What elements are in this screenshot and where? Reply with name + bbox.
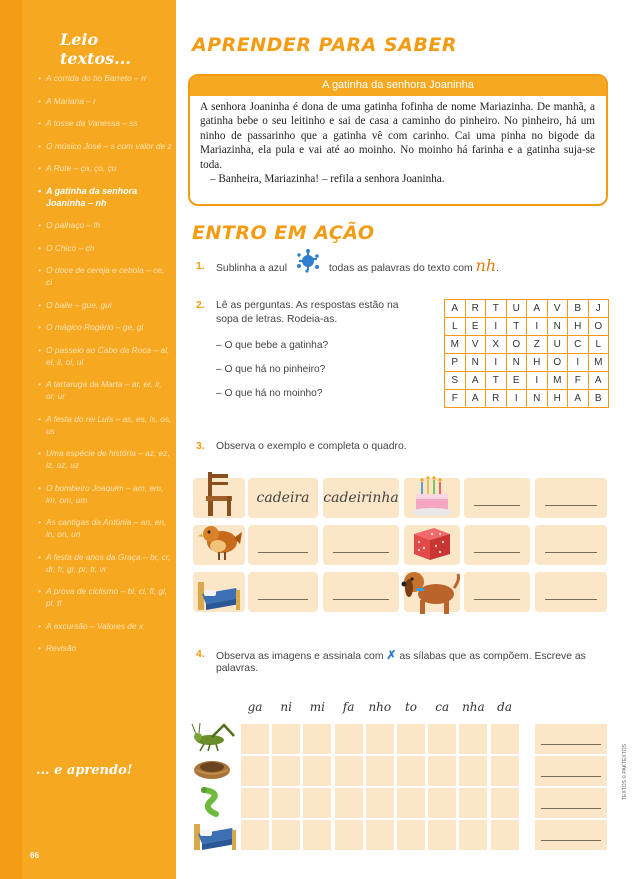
sidebar-item: • A festa de anos da Graça – br, cr, dr, fr, gr, pr, tr, vr [38, 551, 172, 575]
sidebar [0, 0, 176, 879]
sidebar-footer: ... e aprendo! [36, 763, 133, 778]
sidebar-item: • A tosse da Vanessa – ss [38, 117, 172, 129]
syllable-check-cell[interactable] [335, 788, 363, 818]
answer-cell[interactable] [248, 572, 318, 612]
syllable-label: fa [342, 700, 355, 714]
answer-cell[interactable] [535, 820, 607, 850]
word-search-cell[interactable]: C [568, 336, 589, 354]
question-number: 3. [196, 441, 205, 452]
bird-icon [198, 518, 242, 562]
syllable-check-cell[interactable] [397, 788, 425, 818]
sidebar-list [38, 72, 172, 665]
word-search-cell[interactable]: A [465, 372, 486, 390]
word-search-cell[interactable]: R [486, 390, 507, 408]
section-heading-entro: ENTRO EM AÇÃO [192, 222, 375, 244]
question-text: Observa as imagens e assinala com [216, 651, 384, 662]
sidebar-item: • A festa do rei Luís – as, es, is, os, us [38, 413, 172, 437]
story-title: A gatinha da senhora Joaninha [190, 76, 606, 96]
word-search-row [445, 390, 609, 408]
question-number: 1. [196, 261, 205, 272]
sidebar-item: • O Chico – ch [38, 242, 172, 254]
grasshopper-icon [190, 722, 236, 752]
word-search-cell[interactable]: I [527, 318, 548, 336]
question-text: Observa o exemplo e completa o quadro. [216, 441, 407, 452]
copyright-text: TEXTOS © PAKTEXTOS [622, 744, 628, 800]
syllable-check-cell[interactable] [459, 788, 487, 818]
answer-cell[interactable] [323, 572, 399, 612]
word-search-cell[interactable]: E [465, 318, 486, 336]
word-search-cell[interactable]: O [506, 336, 527, 354]
sidebar-item: • O mágico Rogério – ge, gi [38, 321, 172, 333]
word-search-cell[interactable]: P [445, 354, 466, 372]
sidebar-stripe [0, 0, 22, 879]
word-search-cell[interactable]: B [588, 390, 609, 408]
word-search-row [445, 372, 609, 390]
word-search-cell[interactable]: F [445, 390, 466, 408]
word-search-cell[interactable]: N [506, 354, 527, 372]
answer-cell[interactable] [323, 525, 399, 565]
syllable-check-cell[interactable] [303, 820, 331, 850]
word-search-cell[interactable]: I [486, 354, 507, 372]
syllable-check-cell[interactable] [366, 788, 394, 818]
syllable-check-cell[interactable] [397, 820, 425, 850]
example-word: cadeira [256, 490, 310, 506]
nh-script: nh [475, 256, 497, 275]
sidebar-item: • Revisão [38, 642, 172, 654]
sidebar-item: • A Rute – ça, ço, çu [38, 162, 172, 174]
story-body [190, 96, 606, 186]
syllable-check-cell[interactable] [303, 724, 331, 754]
question-number: 4. [196, 649, 205, 660]
word-search-cell[interactable]: A [465, 390, 486, 408]
word-search-cell[interactable]: R [465, 300, 486, 318]
syllable-check-cell[interactable] [303, 756, 331, 786]
word-search-row [445, 354, 609, 372]
word-search-cell[interactable]: U [506, 300, 527, 318]
sidebar-item: • A gatinha da senhora Joaninha – nh [38, 185, 172, 209]
syllable-check-cell[interactable] [397, 724, 425, 754]
story-paragraph: A senhora Joaninha é dona de uma gatinha fofinha de nome Mariazinha. De manhã, a gatinha bebe o seu leitinho e sai de casa a caminho do pinheiro. No pinheiro, há um ninho de passarinho que a gatinha vê com carinho. Cai uma pinha no bigode da Mariazinha, ela pula e vai até ao moinho. No moinho há farinha e a gatinha suja-se toda. [200, 101, 595, 171]
answer-cell[interactable] [535, 572, 607, 612]
example-answer: cadeirinha [323, 490, 399, 506]
word-search-cell[interactable]: A [588, 372, 609, 390]
word-search-cell[interactable]: V [465, 336, 486, 354]
syllable-check-cell[interactable] [491, 820, 519, 850]
word-search-cell[interactable]: T [486, 300, 507, 318]
question-text-2: todas as palavras do texto com [328, 263, 473, 274]
section-heading-aprender: APRENDER PARA SABER [192, 34, 457, 56]
question-text-2: sopa de letras. Rodeia-as. [216, 314, 338, 325]
syllable-check-cell[interactable] [241, 724, 269, 754]
syllable-label: ca [435, 700, 450, 714]
subquestion-1: – O que bebe a gatinha? [216, 340, 329, 351]
sidebar-item: • A excursão – Valores de x [38, 620, 172, 632]
word-search-cell[interactable]: N [547, 318, 568, 336]
syllable-check-cell[interactable] [459, 820, 487, 850]
syllable-check-cell[interactable] [491, 724, 519, 754]
syllable-label: to [404, 700, 418, 714]
word-search-cell[interactable]: H [547, 390, 568, 408]
word-search-cell[interactable]: L [588, 336, 609, 354]
syllable-check-cell[interactable] [366, 820, 394, 850]
syllable-check-cell[interactable] [272, 788, 300, 818]
story-box [188, 74, 608, 206]
word-search-cell[interactable]: F [568, 372, 589, 390]
syllable-label: ni [280, 700, 292, 714]
answer-cell[interactable] [535, 724, 607, 754]
answer-cell[interactable] [535, 756, 607, 786]
blue-splash-icon [295, 248, 321, 274]
syllable-label: nha [462, 700, 485, 714]
syllable-check-cell[interactable] [303, 788, 331, 818]
word-search-cell[interactable]: A [445, 300, 466, 318]
answer-cell[interactable] [535, 525, 607, 565]
chair-icon [200, 470, 236, 518]
question-number: 2. [196, 300, 205, 311]
subquestion-3: – O que há no moinho? [216, 388, 323, 399]
sidebar-item: • A Mariana – r [38, 95, 172, 107]
table-cell [248, 478, 318, 518]
sidebar-item: • Uma espécie de história – az, ez, iz, oz, uz [38, 447, 172, 471]
word-search-cell[interactable]: O [588, 318, 609, 336]
dog-icon [400, 566, 462, 616]
answer-cell[interactable] [464, 572, 530, 612]
gift-box-icon [410, 520, 454, 564]
syllable-label: ga [247, 700, 263, 714]
word-search-cell[interactable]: N [527, 390, 548, 408]
question-text-3: palavras. [216, 663, 259, 674]
word-search-cell[interactable]: S [445, 372, 466, 390]
word-search-row [445, 300, 609, 318]
word-search-cell[interactable]: I [506, 390, 527, 408]
syllable-check-cell[interactable] [428, 724, 456, 754]
syllable-check-cell[interactable] [428, 820, 456, 850]
word-search-cell[interactable]: Z [527, 336, 548, 354]
word-search-grid [444, 299, 609, 408]
word-search-row [445, 336, 609, 354]
word-search-cell[interactable]: I [527, 372, 548, 390]
sidebar-item: • O doce de cereja e cebola – ce, ci [38, 264, 172, 288]
subquestion-2: – O que há no pinheiro? [216, 364, 326, 375]
question-text-2: as sílabas que as compõem. Escreve as [399, 651, 586, 662]
word-search-cell[interactable]: E [506, 372, 527, 390]
sidebar-item: • A corrida do tio Barreto – rr [38, 72, 172, 84]
answer-cell[interactable] [535, 478, 607, 518]
page-number: 66 [30, 851, 39, 860]
word-search-cell[interactable]: I [486, 318, 507, 336]
word-search-cell[interactable]: M [588, 354, 609, 372]
word-search-cell[interactable]: L [445, 318, 466, 336]
syllable-check-cell[interactable] [428, 756, 456, 786]
word-search-cell[interactable]: M [445, 336, 466, 354]
sidebar-item: • O bombeiro Joaquim – am, em, im, om, um [38, 482, 172, 506]
syllable-check-cell[interactable] [335, 820, 363, 850]
word-search-cell[interactable]: T [486, 372, 507, 390]
question-text: Lê as perguntas. As respostas estão na [216, 300, 399, 311]
bed-icon [192, 818, 238, 852]
word-search-cell[interactable]: H [568, 318, 589, 336]
question-period: . [496, 263, 500, 274]
syllable-check-cell[interactable] [272, 820, 300, 850]
word-search-cell[interactable]: T [506, 318, 527, 336]
story-dialogue: – Banheira, Mariazinha! – refila a senhora Joaninha. [210, 173, 445, 186]
word-search-cell[interactable]: B [568, 300, 589, 318]
syllable-check-cell[interactable] [366, 724, 394, 754]
syllable-check-cell[interactable] [491, 756, 519, 786]
sidebar-item: • As cantigas da Antónia – an, en, in, on, un [38, 516, 172, 540]
word-search-cell[interactable]: I [568, 354, 589, 372]
word-search-cell[interactable]: J [588, 300, 609, 318]
syllable-check-cell[interactable] [241, 788, 269, 818]
syllable-check-cell[interactable] [459, 756, 487, 786]
answer-cell[interactable] [464, 525, 530, 565]
sidebar-item: • O passeio ao Cabo da Roca – al, el, il, ol, ul [38, 344, 172, 368]
sidebar-item: • O palhaço – lh [38, 219, 172, 231]
word-search-cell[interactable]: N [465, 354, 486, 372]
syllable-check-cell[interactable] [397, 756, 425, 786]
worm-icon [196, 786, 226, 818]
word-search-cell[interactable]: X [486, 336, 507, 354]
word-search-cell[interactable]: O [547, 354, 568, 372]
word-search-cell[interactable]: V [547, 300, 568, 318]
syllable-label: da [497, 700, 513, 714]
word-search-cell[interactable]: U [547, 336, 568, 354]
syllable-check-cell[interactable] [241, 820, 269, 850]
table-cell [323, 478, 399, 518]
syllable-check-cell[interactable] [272, 724, 300, 754]
sidebar-item: • O músico José – s com valor de z [38, 140, 172, 152]
answer-cell[interactable] [248, 525, 318, 565]
syllable-check-cell[interactable] [459, 724, 487, 754]
nest-icon [192, 754, 232, 784]
word-search-cell[interactable]: A [527, 300, 548, 318]
syllable-check-cell[interactable] [335, 724, 363, 754]
syllable-check-cell[interactable] [428, 788, 456, 818]
syllable-check-cell[interactable] [491, 788, 519, 818]
syllable-check-cell[interactable] [366, 756, 394, 786]
word-search-row [445, 318, 609, 336]
syllable-label: mi [309, 700, 325, 714]
syllable-check-cell[interactable] [241, 756, 269, 786]
sidebar-item: • A prova de ciclismo – bl, cl, fl, gl, pl, tl [38, 585, 172, 609]
word-search-cell[interactable]: H [527, 354, 548, 372]
word-search-cell[interactable]: M [547, 372, 568, 390]
bed-icon [196, 576, 242, 612]
syllable-label: nho [368, 700, 392, 714]
answer-cell[interactable] [464, 478, 530, 518]
answer-cell[interactable] [535, 788, 607, 818]
x-mark-icon: ✗ [386, 648, 397, 662]
question-text: Sublinha a azul [216, 263, 288, 274]
word-search-cell[interactable]: A [568, 390, 589, 408]
sidebar-title: Leio textos... [60, 30, 131, 68]
cake-icon [410, 472, 454, 518]
sidebar-item: • O baile – gue, gui [38, 299, 172, 311]
sidebar-item: • A tartaruga da Marta – ar, er, ir, or, ur [38, 378, 172, 402]
syllable-check-cell[interactable] [335, 756, 363, 786]
syllable-check-cell[interactable] [272, 756, 300, 786]
